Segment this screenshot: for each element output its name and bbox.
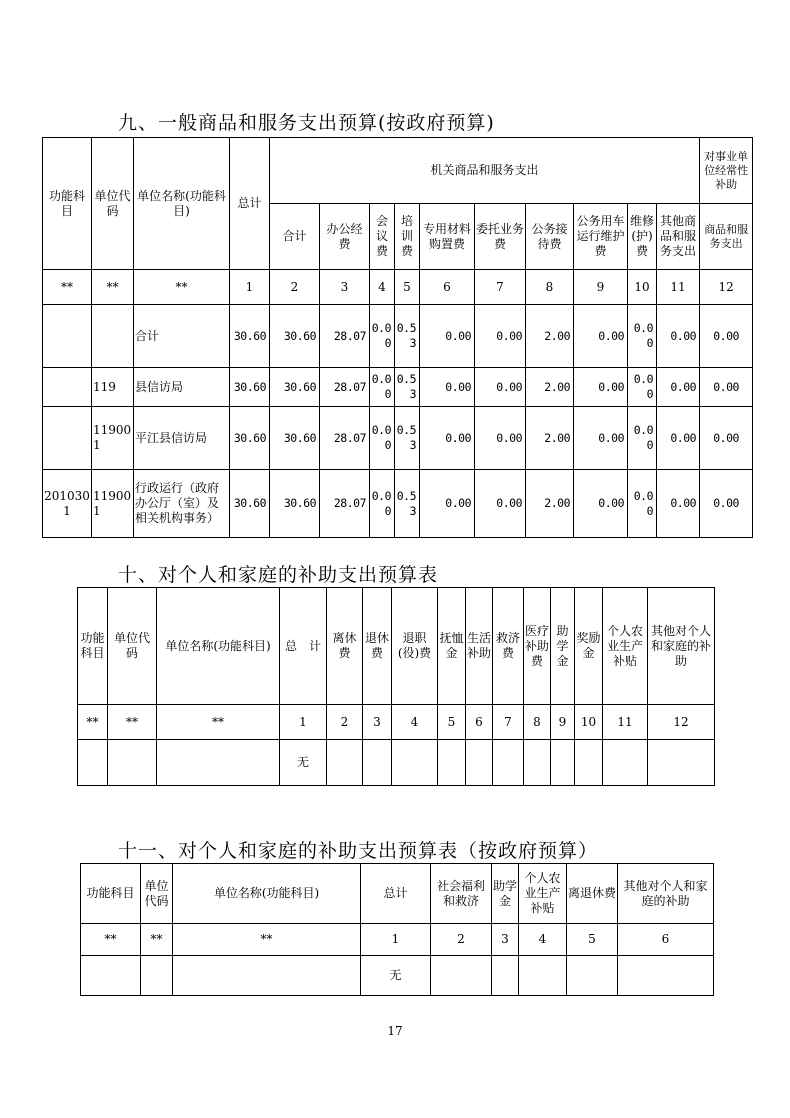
empty-text: 无 bbox=[280, 740, 327, 786]
header-cell: 救济费 bbox=[493, 588, 524, 705]
header-cell: 个人农业生产补贴 bbox=[519, 864, 567, 924]
cell-amount: 0.00 bbox=[574, 368, 628, 407]
index-cell: ** bbox=[78, 705, 108, 740]
cell-amount: 28.07 bbox=[320, 407, 370, 470]
index-cell: 9 bbox=[551, 705, 575, 740]
table-general-goods-services bbox=[42, 137, 753, 538]
cell-amount: 30.60 bbox=[230, 368, 270, 407]
header-col: 其他商品和服务支出 bbox=[657, 204, 700, 270]
header-cell: 离休费 bbox=[327, 588, 363, 705]
cell-unit-code: 119001 bbox=[92, 407, 134, 470]
cell-amount: 30.60 bbox=[270, 407, 320, 470]
index-cell: 6 bbox=[420, 270, 475, 305]
cell-amount: 30.60 bbox=[230, 470, 270, 538]
header-cell: 单位代码 bbox=[141, 864, 173, 924]
cell-amount: 0.00 bbox=[475, 470, 526, 538]
header-cell: 退休费 bbox=[363, 588, 392, 705]
index-cell: 6 bbox=[618, 924, 714, 956]
cell-amount: 0.00 bbox=[700, 470, 753, 538]
index-cell: 2 bbox=[327, 705, 363, 740]
cell-amount: 30.60 bbox=[270, 470, 320, 538]
cell-amount: 30.60 bbox=[230, 305, 270, 368]
index-cell: 8 bbox=[524, 705, 551, 740]
header-cell: 个人农业生产补贴 bbox=[603, 588, 648, 705]
cell-amount: 0.00 bbox=[628, 305, 657, 368]
header-cell: 医疗补助费 bbox=[524, 588, 551, 705]
header-col: 专用材料购置费 bbox=[420, 204, 475, 270]
cell-unit-code: 119 bbox=[92, 368, 134, 407]
header-cell: 单位名称(功能科目) bbox=[157, 588, 280, 705]
index-cell: 1 bbox=[230, 270, 270, 305]
header-cell: 总计 bbox=[361, 864, 431, 924]
index-cell: 1 bbox=[280, 705, 327, 740]
header-col: 合计 bbox=[270, 204, 320, 270]
cell-amount: 2.00 bbox=[526, 407, 574, 470]
cell-amount: 30.60 bbox=[270, 305, 320, 368]
index-cell: 11 bbox=[603, 705, 648, 740]
table-row bbox=[43, 407, 753, 470]
cell-amount: 0.00 bbox=[475, 305, 526, 368]
cell-amount: 0.00 bbox=[700, 368, 753, 407]
header-cell: 奖励金 bbox=[575, 588, 603, 705]
cell-unit-name: 合计 bbox=[134, 305, 230, 368]
index-cell: 1 bbox=[361, 924, 431, 956]
header-cell: 其他对个人和家庭的补助 bbox=[648, 588, 715, 705]
index-cell: 10 bbox=[628, 270, 657, 305]
header-cell: 生活补助 bbox=[466, 588, 493, 705]
header-cell: 助学金 bbox=[492, 864, 519, 924]
cell-amount: 0.00 bbox=[628, 470, 657, 538]
cell-amount: 0.00 bbox=[657, 407, 700, 470]
cell-amount: 30.60 bbox=[270, 368, 320, 407]
index-cell: 12 bbox=[648, 705, 715, 740]
cell-unit-code: 119001 bbox=[92, 470, 134, 538]
empty-row bbox=[81, 956, 714, 996]
index-cell: 5 bbox=[438, 705, 466, 740]
header-cell: 单位代码 bbox=[108, 588, 157, 705]
table-personal-family-subsidy-gov bbox=[80, 863, 714, 996]
cell-amount: 28.07 bbox=[320, 305, 370, 368]
header-col: 办公经费 bbox=[320, 204, 370, 270]
cell-amount: 0.00 bbox=[574, 470, 628, 538]
cell-amount: 0.00 bbox=[475, 368, 526, 407]
cell-func-code: 2010301 bbox=[43, 470, 92, 538]
header-row bbox=[78, 588, 715, 705]
cell-amount: 28.07 bbox=[320, 470, 370, 538]
cell-amount: 28.07 bbox=[320, 368, 370, 407]
index-cell: ** bbox=[173, 924, 361, 956]
header-col: 培训费 bbox=[395, 204, 420, 270]
index-cell: ** bbox=[81, 924, 141, 956]
section-11-title: 十一、对个人和家庭的补助支出预算表（按政府预算） bbox=[118, 840, 599, 862]
header-cell: 功能科目 bbox=[81, 864, 141, 924]
index-cell: 5 bbox=[567, 924, 618, 956]
index-cell: 4 bbox=[370, 270, 395, 305]
empty-text: 无 bbox=[361, 956, 431, 996]
header-cell: 单位名称(功能科目) bbox=[173, 864, 361, 924]
section-9-title: 九、一般商品和服务支出预算(按政府预算) bbox=[118, 112, 495, 134]
header-unit-code: 单位代码 bbox=[92, 138, 134, 270]
cell-unit-name: 县信访局 bbox=[134, 368, 230, 407]
header-cell: 抚恤金 bbox=[438, 588, 466, 705]
index-cell: 8 bbox=[526, 270, 574, 305]
cell-amount: 0.53 bbox=[395, 407, 420, 470]
index-cell: ** bbox=[134, 270, 230, 305]
cell-amount: 2.00 bbox=[526, 305, 574, 368]
cell-amount: 0.53 bbox=[395, 305, 420, 368]
cell-unit-name: 行政运行（政府办公厅（室）及相关机构事务） bbox=[134, 470, 230, 538]
header-unit-name: 单位名称(功能科目) bbox=[134, 138, 230, 270]
table-row bbox=[43, 305, 753, 368]
header-cell: 功能科目 bbox=[78, 588, 108, 705]
cell-amount: 0.53 bbox=[395, 470, 420, 538]
header-cell: 总 计 bbox=[280, 588, 327, 705]
cell-amount: 0.00 bbox=[370, 368, 395, 407]
cell-func-code bbox=[43, 407, 92, 470]
cell-amount: 0.00 bbox=[420, 368, 475, 407]
index-cell: 9 bbox=[574, 270, 628, 305]
index-cell: ** bbox=[108, 705, 157, 740]
cell-amount: 0.00 bbox=[628, 368, 657, 407]
cell-amount: 0.00 bbox=[574, 305, 628, 368]
header-row bbox=[81, 864, 714, 924]
index-cell: 2 bbox=[270, 270, 320, 305]
index-cell: 4 bbox=[392, 705, 438, 740]
cell-amount: 0.00 bbox=[628, 407, 657, 470]
cell-unit-name: 平江县信访局 bbox=[134, 407, 230, 470]
cell-amount: 2.00 bbox=[526, 368, 574, 407]
cell-amount: 0.00 bbox=[700, 407, 753, 470]
header-group: 机关商品和服务支出 bbox=[270, 138, 700, 204]
header-col: 会议费 bbox=[370, 204, 395, 270]
header-cell: 其他对个人和家庭的补助 bbox=[618, 864, 714, 924]
index-cell: 12 bbox=[700, 270, 753, 305]
header-cell: 助学金 bbox=[551, 588, 575, 705]
table-body bbox=[43, 305, 753, 538]
cell-amount: 0.00 bbox=[420, 407, 475, 470]
cell-amount: 0.00 bbox=[420, 470, 475, 538]
header-func: 功能科目 bbox=[43, 138, 92, 270]
header-cell: 退职(役)费 bbox=[392, 588, 438, 705]
table-row bbox=[43, 470, 753, 538]
header-col: 公务用车运行维护费 bbox=[574, 204, 628, 270]
empty-row bbox=[78, 740, 715, 786]
index-row bbox=[78, 705, 715, 740]
cell-amount: 0.00 bbox=[370, 407, 395, 470]
cell-amount: 0.00 bbox=[370, 305, 395, 368]
index-cell: 3 bbox=[492, 924, 519, 956]
cell-amount: 2.00 bbox=[526, 470, 574, 538]
index-row bbox=[43, 270, 753, 305]
header-col: 委托业务费 bbox=[475, 204, 526, 270]
table-personal-family-subsidy bbox=[77, 587, 715, 786]
index-cell: ** bbox=[43, 270, 92, 305]
index-cell: 7 bbox=[475, 270, 526, 305]
header-total: 总计 bbox=[230, 138, 270, 270]
cell-amount: 0.00 bbox=[574, 407, 628, 470]
cell-amount: 0.00 bbox=[370, 470, 395, 538]
index-cell: 6 bbox=[466, 705, 493, 740]
cell-amount: 0.00 bbox=[700, 305, 753, 368]
index-cell: ** bbox=[157, 705, 280, 740]
cell-amount: 0.00 bbox=[657, 305, 700, 368]
cell-amount: 0.00 bbox=[657, 368, 700, 407]
header-col: 商品和服务支出 bbox=[700, 204, 753, 270]
table-row bbox=[43, 368, 753, 407]
page-number: 17 bbox=[387, 1024, 403, 1038]
cell-func-code bbox=[43, 305, 92, 368]
cell-amount: 0.00 bbox=[657, 470, 700, 538]
index-row bbox=[81, 924, 714, 956]
index-cell: 3 bbox=[363, 705, 392, 740]
cell-amount: 0.00 bbox=[420, 305, 475, 368]
header-col: 维修(护)费 bbox=[628, 204, 657, 270]
header-cell: 社会福利和救济 bbox=[431, 864, 492, 924]
section-10-title: 十、对个人和家庭的补助支出预算表 bbox=[118, 564, 439, 586]
cell-amount: 0.53 bbox=[395, 368, 420, 407]
index-cell: ** bbox=[92, 270, 134, 305]
index-cell: 3 bbox=[320, 270, 370, 305]
index-cell: 5 bbox=[395, 270, 420, 305]
index-cell: 10 bbox=[575, 705, 603, 740]
cell-unit-code bbox=[92, 305, 134, 368]
index-cell: 11 bbox=[657, 270, 700, 305]
index-cell: 7 bbox=[493, 705, 524, 740]
cell-amount: 30.60 bbox=[230, 407, 270, 470]
cell-amount: 0.00 bbox=[475, 407, 526, 470]
index-cell: ** bbox=[141, 924, 173, 956]
header-cell: 离退休费 bbox=[567, 864, 618, 924]
cell-func-code bbox=[43, 368, 92, 407]
header-other-group: 对事业单位经常性补助 bbox=[700, 138, 753, 204]
index-cell: 4 bbox=[519, 924, 567, 956]
header-col: 公务接待费 bbox=[526, 204, 574, 270]
index-cell: 2 bbox=[431, 924, 492, 956]
